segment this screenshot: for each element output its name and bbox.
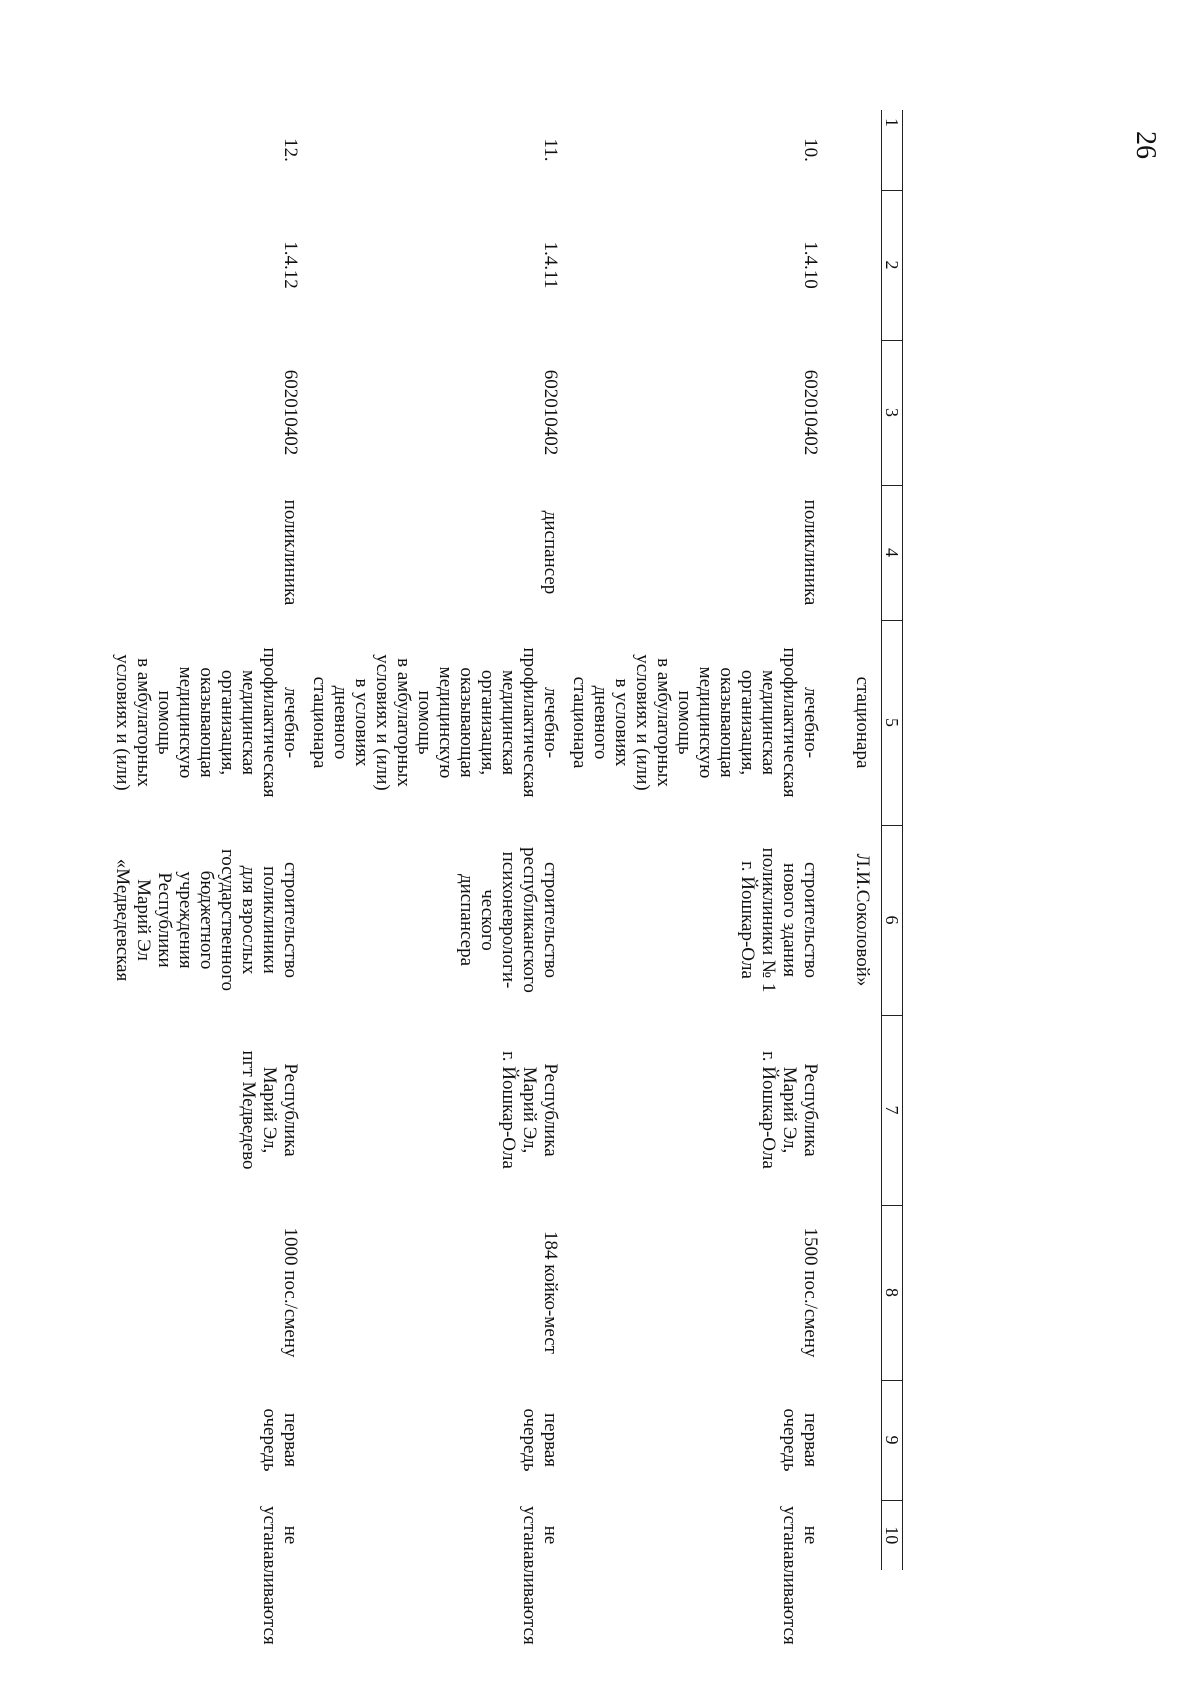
row-okved: 602010402: [280, 369, 301, 456]
row-location: Республика Марий Эл, г. Йошкар-Ола: [498, 1051, 561, 1169]
row-code: 1.4.12: [280, 241, 301, 289]
header-col-3: 3: [882, 340, 903, 485]
table-row: [112, 110, 309, 1570]
table-row: [569, 110, 829, 1570]
row-code: 1.4.10: [800, 241, 821, 289]
column-number-header-row: [882, 110, 903, 1570]
row-okved: 602010402: [540, 369, 561, 456]
row-number: 11.: [540, 138, 561, 162]
table-row: [309, 110, 569, 1570]
row-name: строительство поликлиники для взрослых государственного бюджетного учреждения Республики Марий Эл «Медведевская: [112, 848, 301, 992]
row-purpose: лечебно- профилактическая медицинская организация, оказывающая медицинскую помощь в амбулаторных условиях и (или) в условиях дневного стационара: [309, 647, 561, 798]
row-capacity: 1000 пос./смену: [280, 1227, 301, 1358]
row-name: строительство нового здания поликлиники № 1 г. Йошкар-Ола: [737, 847, 821, 993]
carry-over-row: [829, 110, 882, 1570]
row-number: 10.: [800, 138, 821, 162]
header-col-8: 8: [882, 1205, 903, 1380]
row-zones: не устанавливаются: [779, 1506, 821, 1645]
row-okved: 602010402: [800, 369, 821, 456]
header-col-4: 4: [882, 485, 903, 620]
header-col-5: 5: [882, 620, 903, 825]
header-col-9: 9: [882, 1380, 903, 1500]
carry-over-name: Л.И.Соколовой»: [852, 853, 873, 987]
rotated-table-sheet: [112, 110, 903, 1645]
row-code: 1.4.11: [540, 241, 561, 289]
row-stage: первая очередь: [259, 1408, 301, 1472]
row-stage: первая очередь: [779, 1408, 821, 1472]
row-purpose: лечебно- профилактическая медицинская организация, оказывающая медицинскую помощь в амбулаторных условиях и (или): [112, 647, 301, 798]
row-number: 12.: [280, 138, 301, 162]
objects-table: [112, 110, 903, 1645]
row-object-type: поликлиника: [280, 499, 301, 606]
row-stage: первая очередь: [519, 1408, 561, 1472]
row-location: Республика Марий Эл, пгт Медведево: [238, 1050, 301, 1170]
row-zones: не устанавливаются: [259, 1506, 301, 1645]
row-capacity: 1500 пос./смену: [800, 1227, 821, 1358]
carry-over-purpose: стационара: [852, 676, 873, 769]
header-col-6: 6: [882, 825, 903, 1015]
header-col-10: 10: [882, 1500, 903, 1570]
header-col-7: 7: [882, 1015, 903, 1205]
row-zones: не устанавливаются: [519, 1506, 561, 1645]
row-name: строительство республиканского психоневрологи- ческого диспансера: [456, 847, 561, 993]
header-col-1: 1: [882, 110, 903, 190]
row-capacity: 184 койко-мест: [540, 1231, 561, 1354]
row-object-type: поликлиника: [800, 499, 821, 606]
header-col-2: 2: [882, 190, 903, 340]
row-object-type: диспансер: [540, 510, 561, 595]
row-purpose: лечебно- профилактическая медицинская организация, оказывающая медицинскую помощь в амбулаторных условиях и (или) в условиях дневного стационара: [569, 647, 821, 798]
row-location: Республика Марий Эл, г. Йошкар-Ола: [758, 1051, 821, 1169]
page-number: 26: [1130, 131, 1161, 159]
